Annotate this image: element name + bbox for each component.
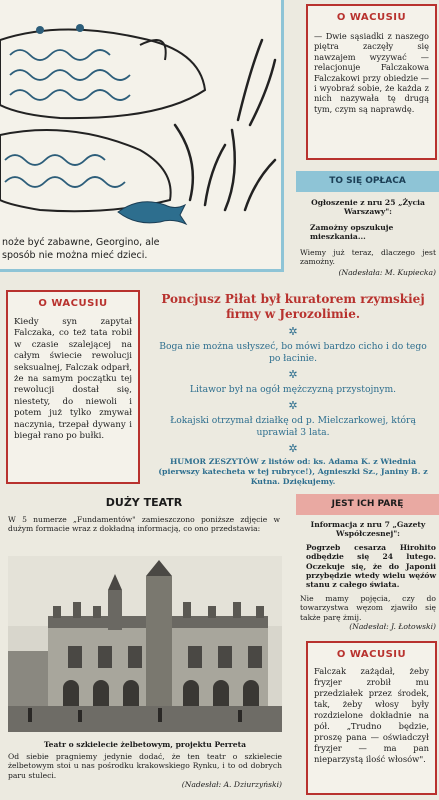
center-item3: Łokajski otrzymał działkę od p. Mielczarkowej, którą uprawiał 3 lata. — [170, 415, 416, 438]
duzy-teatr-text: Od siebie pragniemy jedynie dodać, że ten teatr o szkielecie żelbetowym stoi u nas pośrodku krakowskiego Rynku, i to od dobrych paru stuleci. — [8, 752, 282, 780]
duzy-teatr-header: DUŻY TEATR — [105, 496, 183, 509]
wacusiu-box-3-text: Falczak zażądał, żeby fryzjer zrobił mu przedziałek przez środek, tak, żeby włosy były rozdzielone dokładnie na pół. „Trudno będzie, proszę pana — oświadczył fryzjer — ma pan nieparzystą ilość włosów". — [314, 666, 429, 764]
wacusiu-box-1-title: O WACUSIU — [336, 12, 407, 23]
to-sie-oplaca-text: Wiemy już teraz, dlaczego jest zamożny. — [300, 247, 436, 267]
star-icon: ✲ — [288, 325, 298, 338]
star-icon: ✲ — [288, 368, 298, 381]
comic-caption — [2, 236, 280, 262]
center-item2: Litawor był na ogół mężczyzną przystojnym. — [189, 384, 397, 395]
jest-ich-pare-quote: Pogrzeb cesarza Hirohito odbędzie się 24 lutego. Oczekuje się, że do Japonii przybędzie wtedy wielu węźów stanu z całego świata. — [306, 542, 436, 590]
center-humor: HUMOR ZESZYTÓW z listów od: ks. Adama K. z Wiednia (pierwszy katecheta w tej rubryce!), Agnieszki Sz., Janiny B. z Kutna. Dziękujemy. — [158, 457, 428, 486]
center-column — [158, 292, 428, 487]
comic-illustration — [0, 0, 281, 232]
theatre-photo — [8, 556, 282, 732]
star-icon: ✲ — [288, 442, 298, 455]
theatre-photo-image — [8, 556, 282, 732]
to-sie-oplaca-section — [300, 198, 436, 278]
to-sie-oplaca-header: TO SIĘ OPŁACA — [296, 171, 439, 192]
duzy-teatr-credit: (Nadesłał: A. Dziurzyński) — [181, 780, 282, 789]
star-icon: ✲ — [288, 399, 298, 412]
wacusiu-box-2-text: Kiedy syn zapytał Falczaka, co też tata robił w czasie szalejącej na całym świecie rewolucji seksualnej, Falczak odparł, że na samym początku tej rewolucji dostał się, niestety, do niewoli i potem już tylko zmywał naczynia, trzepał dywany i biegał rano po bułki. — [14, 317, 132, 442]
to-sie-oplaca-credit: (Nadesłała: M. Kupiecka) — [338, 268, 436, 278]
comic-panel — [0, 0, 284, 272]
duzy-teatr-section — [0, 492, 288, 800]
to-sie-oplaca-quote: Zamożny opszukuje mieszkania... — [310, 222, 394, 242]
wacusiu-box-1 — [306, 4, 437, 160]
jest-ich-pare-section — [300, 520, 436, 631]
jest-ich-pare-intro: Informacja z nru 7 „Gazety Współczesnej": — [310, 520, 426, 539]
wacusiu-box-3-title: O WACUSIU — [336, 649, 407, 660]
center-item1: Boga nie można usłyszeć, bo mówi bardzo cicho i do tego po łacinie. — [159, 341, 427, 364]
wacusiu-box-2 — [6, 290, 140, 484]
to-sie-oplaca-intro: Ogłoszenie z nru 25 „Życia Warszawy": — [311, 198, 425, 217]
theatre-photo-caption: Teatr o szkielecie żelbetowym, projektu Perreta — [43, 740, 247, 749]
jest-ich-pare-credit: (Nadesłał: J. Łotowski) — [349, 622, 436, 632]
duzy-teatr-intro: W 5 numerze „Fundamentów" zamieszczono poniższe zdjęcie w dużym formacie wraz z dokładną informacją, co ono przedstawia: — [8, 515, 280, 534]
comic-caption-line2: sposób nie można mieć dzieci. — [2, 250, 148, 261]
jest-ich-pare-text: Nie mamy pojęcia, czy do towarzystwa węzom zjawiło się także parę żmij. — [300, 593, 436, 622]
jest-ich-pare-header: JEST ICH PARĘ — [296, 494, 439, 515]
wacusiu-box-3 — [306, 641, 437, 795]
center-headline: Poncjusz Piłat był kuratorem rzymskiej firmy w Jerozolimie. — [161, 292, 425, 321]
comic-caption-line1: noże być zabawne, Georgino, ale — [2, 237, 160, 248]
wacusiu-box-1-text: — Dwie sąsiadki z naszego piętra zaczęły się nawzajem wyzywać — relacjonuje Falczakowa Falczakowi przy obiedzie — i wyobraź sobie, że każda z nich nazywała tę drugą tym, czym są naprawdę. — [314, 31, 429, 114]
wacusiu-box-2-title: O WACUSIU — [38, 298, 108, 309]
